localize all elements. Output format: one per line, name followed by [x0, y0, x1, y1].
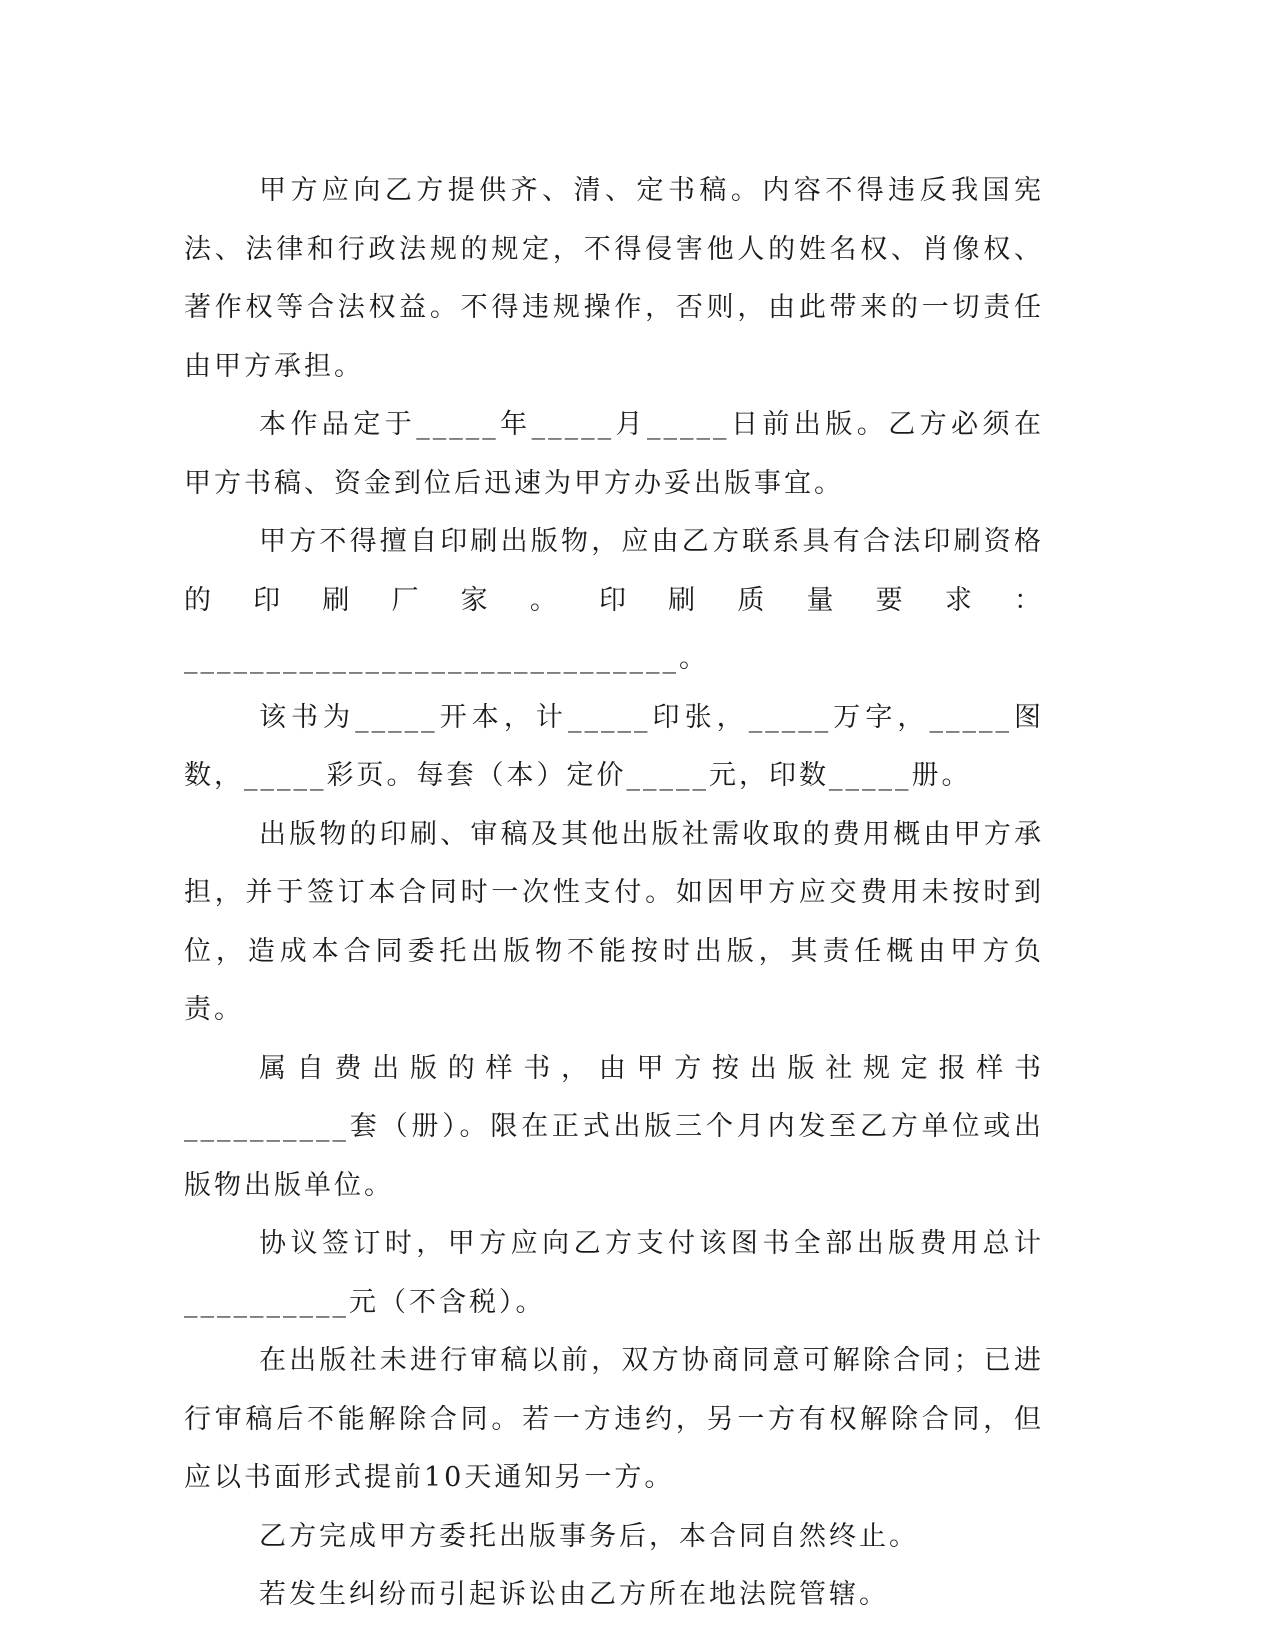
paragraph-termination: 在出版社未进行审稿以前，双方协商同意可解除合同；已进行审稿后不能解除合同。若一方违约，另一方有权解除合同，但应以书面形式提前10天通知另一方。 [184, 1345, 1044, 1493]
paragraph-book-specs: 该书为_____开本，计_____印张，_____万字，_____图数，_____彩页。每套（本）定价_____元，印数_____册。 [184, 701, 1044, 791]
paragraph-fees: 出版物的印刷、审稿及其他出版社需收取的费用概由甲方承担，并于签订本合同时一次性支付。如因甲方应交费用未按时到位，造成本合同委托出版物不能按时出版，其责任概由甲方负责。 [184, 818, 1044, 1025]
paragraph-contract-end: 乙方完成甲方委托出版事务后，本合同自然终止。 [259, 1520, 919, 1552]
paragraph-author-obligations: 甲方应向乙方提供齐、清、定书稿。内容不得违反我国宪法、法律和行政法规的规定，不得侵害他人的姓名权、肖像权、著作权等合法权益。不得违规操作，否则，由此带来的一切责任由甲方承担。 [184, 175, 1044, 382]
document-body [184, 162, 1044, 1625]
paragraph-total-payment: 协议签订时，甲方应向乙方支付该图书全部出版费用总计__________元（不含税）。 [184, 1228, 1044, 1318]
paragraph-jurisdiction: 若发生纠纷而引起诉讼由乙方所在地法院管辖。 [259, 1579, 889, 1610]
paragraph-printing: 甲方不得擅自印刷出版物，应由乙方联系具有合法印刷资格的印刷厂家。印刷质量要求：______________________________。 [184, 526, 1044, 674]
paragraph-publication-date: 本作品定于_____年_____月_____日前出版。乙方必须在甲方书稿、资金到位后迅速为甲方办妥出版事宜。 [184, 409, 1044, 499]
paragraph-sample-books: 属自费出版的样书，由甲方按出版社规定报样书__________套（册）。限在正式出版三个月内发至乙方单位或出版物出版单位。 [184, 1052, 1044, 1201]
